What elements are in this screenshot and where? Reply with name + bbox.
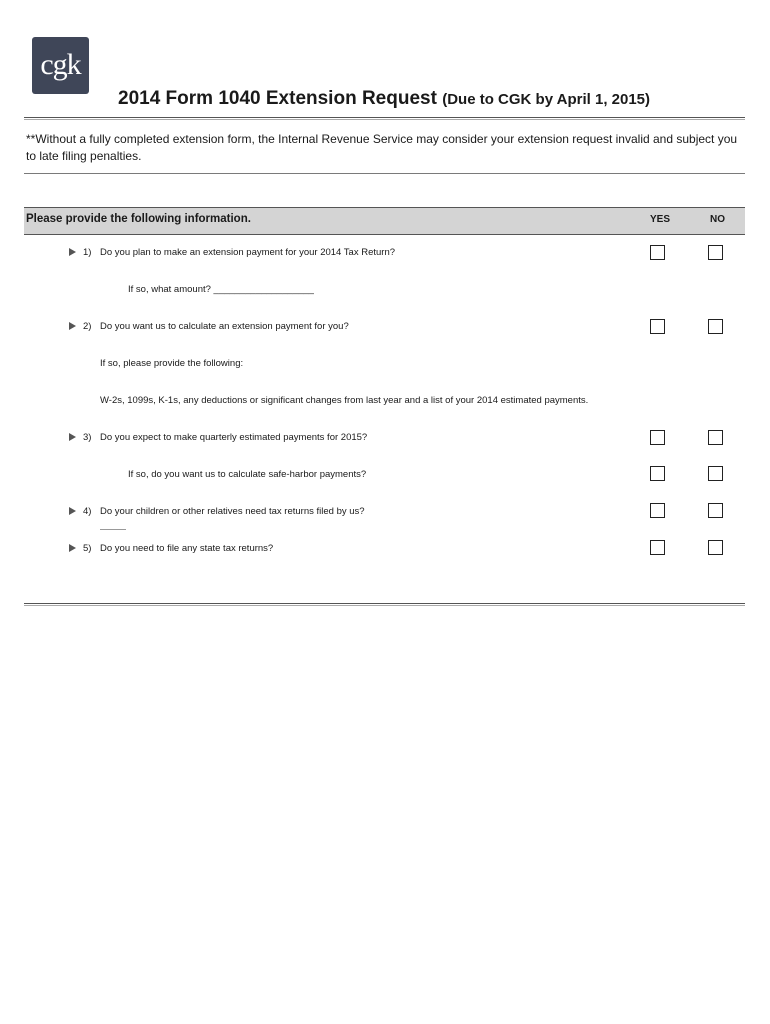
question-3-text: Do you expect to make quarterly estimated payments for 2015? (100, 432, 368, 443)
notice-divider (24, 173, 745, 174)
question-2-no-checkbox[interactable] (708, 319, 723, 334)
short-divider (100, 529, 126, 530)
question-5-no-checkbox[interactable] (708, 540, 723, 555)
question-2-yes-checkbox[interactable] (650, 319, 665, 334)
question-2-documents-list: W-2s, 1099s, K-1s, any deductions or significant changes from last year and a list of your 2014 estimated payments. (100, 395, 589, 406)
question-number: 3) (83, 432, 92, 443)
question-3-no-checkbox[interactable] (708, 430, 723, 445)
table-header (24, 207, 745, 235)
question-number: 4) (83, 506, 92, 517)
table-header-label: Please provide the following information. (26, 213, 251, 225)
bullet-arrow-icon (69, 433, 76, 441)
question-number: 5) (83, 543, 92, 554)
bullet-arrow-icon (69, 248, 76, 256)
question-1-text: Do you plan to make an extension payment for your 2014 Tax Return? (100, 247, 396, 258)
question-1-no-checkbox[interactable] (708, 245, 723, 260)
question-1-yes-checkbox[interactable] (650, 245, 665, 260)
question-5-text: Do you need to file any state tax returns? (100, 543, 274, 554)
penalty-notice: **Without a fully completed extension form, the Internal Revenue Service may consider your extension request invalid and subject you to late filing penalties. (26, 132, 738, 163)
safe-harbor-yes-checkbox[interactable] (650, 466, 665, 481)
title-divider (24, 117, 745, 120)
question-4-text: Do your children or other relatives need tax returns filed by us? (100, 506, 365, 517)
title-due-date: (Due to CGK by April 1, 2015) (442, 91, 651, 108)
cgk-logo: cgk (32, 37, 89, 94)
yes-column-label: YES (650, 214, 671, 225)
question-number: 2) (83, 321, 92, 332)
question-1-amount-field[interactable]: If so, what amount? ___________________ (128, 284, 314, 295)
no-column-label: NO (710, 214, 725, 225)
safe-harbor-no-checkbox[interactable] (708, 466, 723, 481)
question-2-followup: If so, please provide the following: (100, 358, 244, 369)
question-3-yes-checkbox[interactable] (650, 430, 665, 445)
title-main: 2014 Form 1040 Extension Request (118, 88, 437, 109)
question-3-safe-harbor-text: If so, do you want us to calculate safe-harbor payments? (128, 469, 367, 480)
question-5-yes-checkbox[interactable] (650, 540, 665, 555)
question-2-text: Do you want us to calculate an extension payment for you? (100, 321, 349, 332)
bullet-arrow-icon (69, 507, 76, 515)
question-4-yes-checkbox[interactable] (650, 503, 665, 518)
bullet-arrow-icon (69, 544, 76, 552)
question-number: 1) (83, 247, 92, 258)
bullet-arrow-icon (69, 322, 76, 330)
form-bottom-divider (24, 603, 745, 606)
page-title (118, 88, 718, 110)
question-4-no-checkbox[interactable] (708, 503, 723, 518)
